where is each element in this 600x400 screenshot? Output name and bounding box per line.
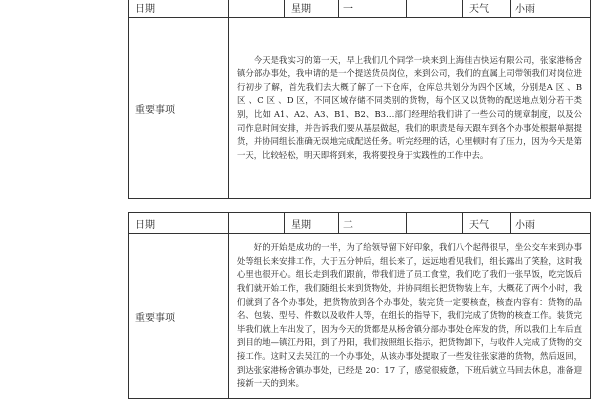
item-label: 重要事项 [129,18,229,199]
weekday-label: 星期 [285,0,339,18]
entry-body-text: 好的开始是成功的一半，为了给领导留下好印象，我们八个起得很早，坐公交车来到办事处等组长来安排工作，大于五分钟后，组长来了，远远地看见我们，组长露出了笑脸，这时我心里也很开心。组长走到我们跟前，带我们进了员工食堂，我们吃了我们一张早饭，吃完饭后我们就开始工作，我们随组长来到货物处，并协同组长把货物装上车，大概花了两个小时，我们就到了各个办事处，把货物放到各个办事处，装完货一定要核查，核查内容有：货物的品名、包装、型号、件数以及收件人等，在组长的指导下，我们完成了货物的核查工作。装货完毕我们就上车出发了，因为今天的货都是从杨舍镇分部办事处仓库发的货，所以我们上车后直到目的地—镇江丹阳，到了丹阳，我们按照组长指示，把货物卸下，与收件人完成了货物的交接工作。这时又去吴江的一个办事处，从该办事处提取了一些发往张家港的货物，然后返回，到达张家港杨舍镇办事处，已经是 20：17 了，感觉很疲惫，下班后就立马回去休息，准备迎接新一天的到来。 [237,242,582,389]
entry-body-row [129,234,591,399]
date-label: 日期 [129,0,229,18]
diary-entry-1 [128,0,591,199]
date-label: 日期 [129,213,229,234]
item-label: 重要事项 [129,234,229,399]
weather-label: 天气 [463,0,511,18]
diary-entry-2 [128,212,591,399]
entry-header-row [129,213,591,234]
date-value [229,0,285,18]
entry-header-row [129,0,591,18]
weekday-value: 二 [339,213,407,234]
entry-body-cell [229,234,591,399]
spacer-cell [407,0,463,18]
entry-body-cell [229,18,591,199]
entry-body-text: 今天是我实习的第一天，早上我们几个同学一块来到上海佳吉快运有限公司，张家港杨舍镇分部办事处，我申请的是一个提送货员岗位，来到公司，我们的直属上司带领我们对岗位进行初步了解，首先我们去大概了解了一下仓库，仓库总共划分为四个区域，分别是A 区 、B 区 、C 区 、D 区，不同区域存储不同类别的货物，每个区又以货物的配送地点划分若干类别，比如 A1、A2、A3、B1、B2、B3…部门经理给我们讲了一些公司的规章制度，以及公司作息时间安排，并告诉我们要从基层做起，我们的职责是每天跟车到各个办事处根据单据提货，并协同组长准确无误地完成配送任务。听完经理的话，心里顿时有了压力，因为今天是第一天，比较轻松，明天即将到来，我将要投身于实践性的工作中去。 [237,54,582,160]
weekday-label: 星期 [285,213,339,234]
weather-value: 小雨 [511,0,591,18]
weather-label: 天气 [463,213,511,234]
entry-body-row [129,18,591,199]
weather-value: 小雨 [511,213,591,234]
weekday-value: 一 [339,0,407,18]
spacer-cell [407,213,463,234]
date-value [229,213,285,234]
